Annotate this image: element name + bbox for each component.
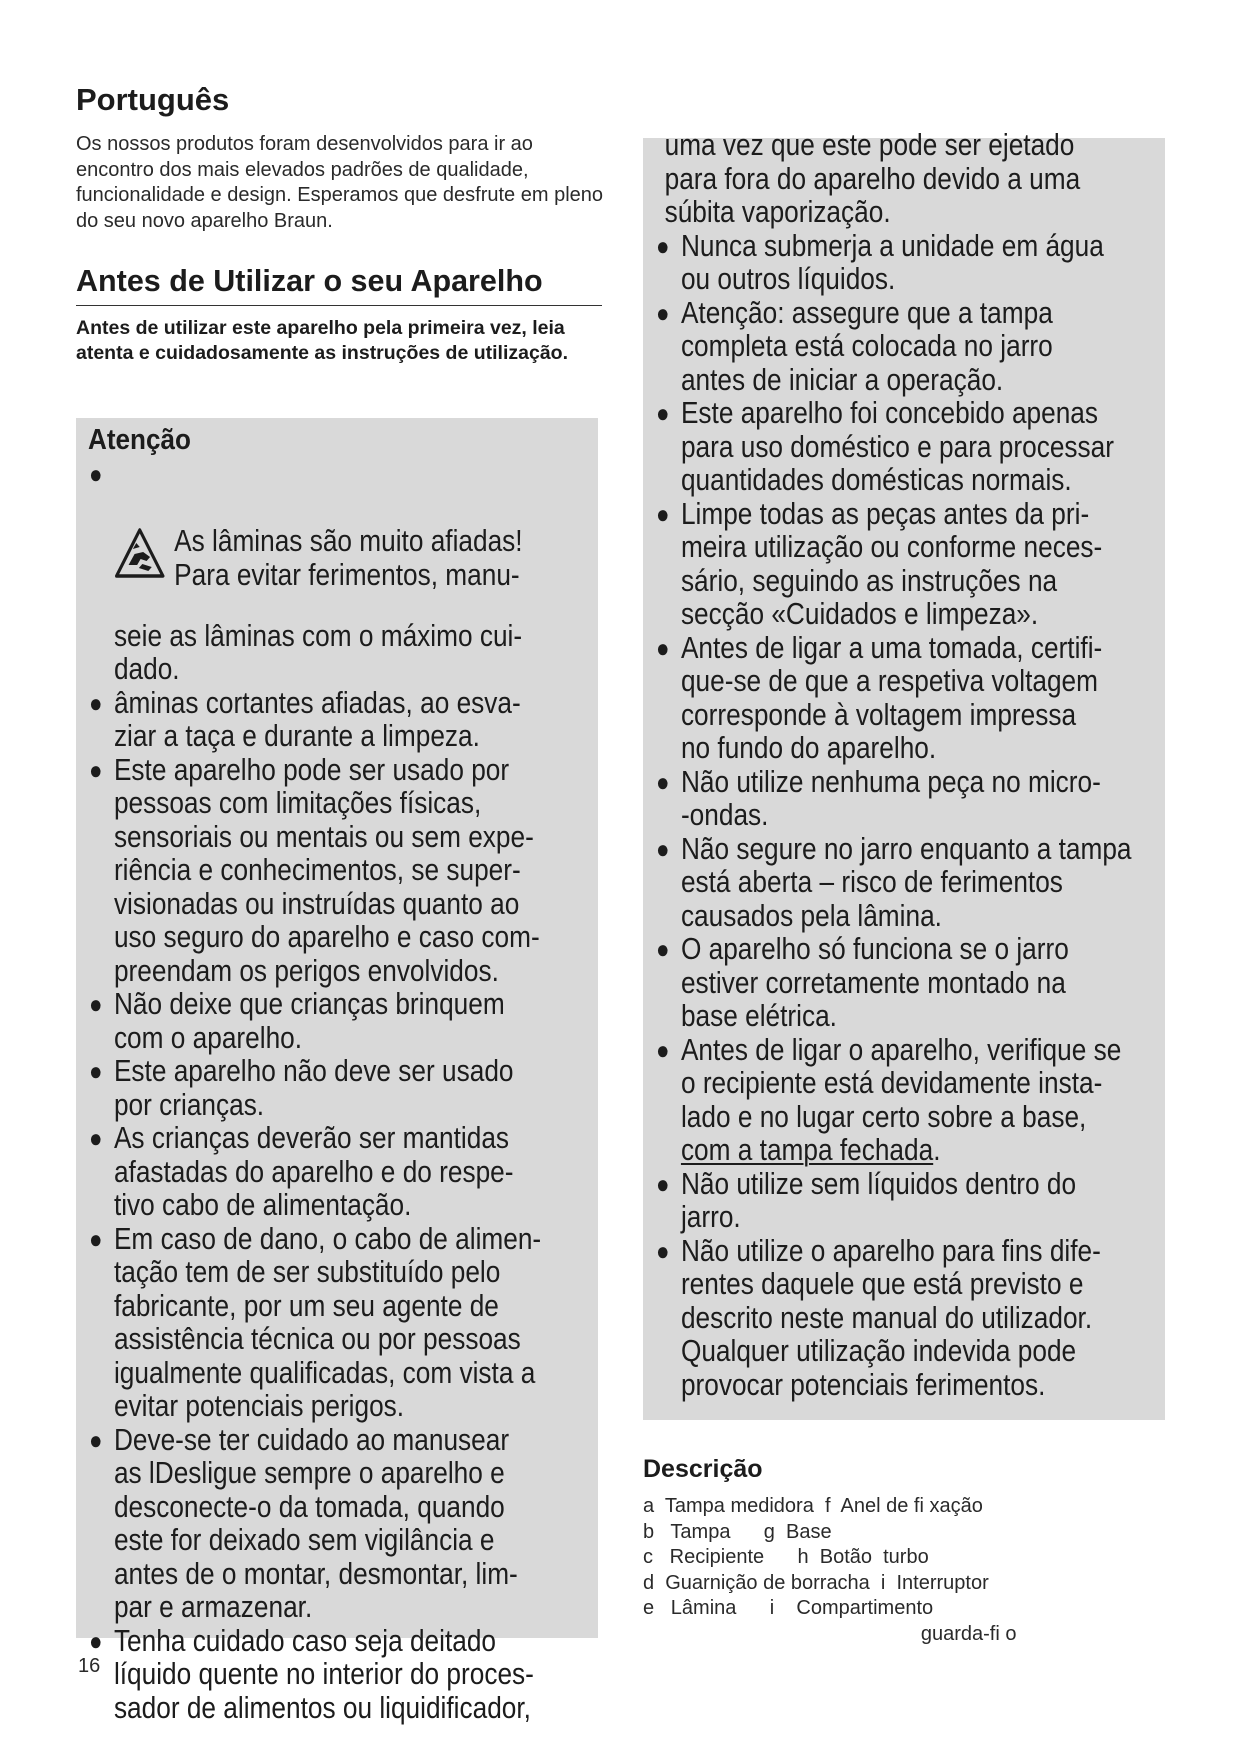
bullet-icon: ●	[89, 1223, 103, 1254]
list-item-text: Antes de ligar o aparelho, verifique se o recipiente está devidamente insta- lado e no lugar certo sobre a base,	[680, 1032, 1122, 1134]
bullet-icon: ●	[89, 1123, 103, 1153]
list-item-text: Antes de ligar a uma tomada, certifi- que-se de que a respetiva voltagem corresponde à voltagem impressa no fundo do aparelho.	[680, 630, 1103, 765]
bullet-icon: ●	[656, 632, 670, 663]
bullet-icon: ●	[656, 297, 670, 328]
description-line: e Lâmina i Compartimento	[643, 1597, 934, 1619]
description-line: d Guarnição de borracha i Interruptor	[643, 1571, 989, 1594]
list-item	[656, 1168, 1184, 1235]
description-list	[643, 1494, 1123, 1647]
list-item	[656, 766, 1184, 833]
list-item	[89, 1625, 596, 1726]
bullet-icon: ●	[656, 1034, 670, 1065]
hand-blade-warning-icon	[114, 527, 166, 579]
list-item-continued: seie as lâminas com o máximo cui- dado.	[113, 618, 523, 686]
description-title: Descrição	[643, 1455, 763, 1483]
warning-box-right	[643, 128, 1165, 1420]
list-item-text: Limpe todas as peças antes da pri- meira utilização ou conforme neces- sário, seguindo as instruções na secção «Cuidados e limpeza».	[680, 496, 1103, 631]
bullet-icon: ●	[656, 766, 670, 797]
list-item	[656, 498, 1184, 632]
bullet-icon: ●	[656, 230, 670, 261]
list-item	[656, 397, 1184, 498]
list-item	[89, 458, 596, 626]
list-item-text: Atenção: assegure que a tampa completa está colocada no jarro antes de iniciar a operação.	[680, 295, 1053, 397]
section-title: Antes de Utilizar o seu Aparelho	[76, 264, 602, 306]
list-item	[656, 1034, 1184, 1168]
bullet-icon: ●	[89, 1424, 103, 1455]
bullet-icon: ●	[89, 1625, 103, 1656]
bullet-icon: ●	[656, 1168, 670, 1199]
list-item-text: Este aparelho pode ser usado por pessoas com limitações físicas, sensoriais ou mentais ou sem expe- riência e conhecimentos, se super- visionadas ou instruídas quanto ao uso seguro do aparelho e caso com- preendam os perigos envolvidos.	[113, 752, 540, 988]
list-item-text: Este aparelho não deve ser usado por crianças.	[113, 1054, 514, 1122]
page-number: 16	[78, 1655, 101, 1677]
bullet-icon: ●	[89, 459, 103, 489]
list-item-text: As crianças deverão ser mantidas afastadas do aparelho e do respe- tivo cabo de alimentação.	[113, 1121, 514, 1222]
list-item-text: .	[933, 1133, 941, 1167]
bullet-icon: ●	[656, 1235, 670, 1266]
list-item-text: Deve-se ter cuidado ao manusear as lDesligue sempre o aparelho e desconecte-o da tomada, quando este for deixado sem vigilância e antes de o montar, desmontar, lim- par e armazenar.	[113, 1422, 518, 1624]
bullet-icon: ●	[656, 398, 670, 428]
list-item-text: Tenha cuidado caso seja deitado líquido quente no interior do proces- sador de alimentos ou liquidificador,	[113, 1623, 534, 1725]
bullet-icon: ●	[89, 687, 103, 718]
list-item	[89, 988, 596, 1055]
list-item-text: O aparelho só funciona se o jarro estiver corretamente montado na base elétrica.	[680, 932, 1069, 1033]
warning-first-item: As lâminas são muito afiadas! Para evitar ferimentos, manu-	[174, 524, 523, 592]
list-item-continued: uma vez que este pode ser ejetado para fora do aparelho devido a uma súbita vaporização.	[664, 128, 1081, 229]
list-item	[89, 1223, 596, 1424]
bullet-icon: ●	[89, 1056, 103, 1086]
list-item	[656, 297, 1184, 398]
list-item-text: Este aparelho foi concebido apenas para uso doméstico e para processar quantidades domésticas normais.	[680, 396, 1114, 497]
description-line: c Recipiente h Botão turbo	[643, 1546, 929, 1568]
list-item	[656, 833, 1184, 934]
list-item-text: Nunca submerja a unidade em água ou outros líquidos.	[680, 228, 1104, 296]
list-item-text: Não utilize nenhuma peça no micro- -ondas.	[680, 764, 1101, 832]
page-title: Português	[76, 82, 230, 117]
bullet-icon: ●	[656, 934, 670, 964]
list-item	[656, 933, 1184, 1034]
bullet-icon: ●	[89, 989, 103, 1019]
intro-paragraph: Os nossos produtos foram desenvolvidos para ir ao encontro dos mais elevados padrões de qualidade, funcionalidade e design. Esperamos que desfrute em pleno do seu novo aparelho Braun.	[76, 133, 604, 232]
section-intro: Antes de utilizar este aparelho pela primeira vez, leia atenta e cuidadosamente as instruções de utilização.	[76, 317, 568, 364]
list-item-text: Não segure no jarro enquanto a tampa está aberta – risco de ferimentos causados pela lâmina.	[680, 831, 1132, 933]
list-item	[89, 1122, 596, 1223]
list-item-text: Em caso de dano, o cabo de alimen- tação tem de ser substituído pelo fabricante, por um seu agente de assistência técnica ou por pessoas igualmente qualificadas, com vista a evitar potenciais perigos.	[113, 1221, 542, 1423]
list-item-text: âminas cortantes afiadas, ao esva- ziar a taça e durante a limpeza.	[113, 685, 521, 753]
bullet-icon: ●	[89, 754, 103, 785]
list-item	[89, 687, 596, 754]
list-item	[656, 632, 1184, 766]
description-line: a Tampa medidora f Anel de fi xação	[643, 1495, 983, 1517]
description-line: guarda-fi o	[643, 1622, 1017, 1645]
list-item	[89, 1055, 596, 1122]
list-item	[89, 754, 596, 989]
warning-list-left	[89, 458, 649, 1725]
bullet-icon: ●	[656, 498, 670, 529]
underlined-text: com a tampa fechada	[680, 1133, 934, 1167]
list-item-text: Não deixe que crianças brinquem com o aparelho.	[113, 987, 505, 1055]
list-item-text: Não utilize sem líquidos dentro do jarro.	[680, 1166, 1077, 1234]
list-item-text: Não utilize o aparelho para fins dife- rentes daquele que está previsto e descrito neste manual do utilizador. Qualquer utilização indevida pode provocar potenciais ferimentos.	[680, 1233, 1101, 1402]
warning-title: Atenção	[88, 424, 191, 456]
list-item	[656, 230, 1184, 297]
bullet-icon: ●	[656, 833, 670, 864]
list-item	[89, 1424, 596, 1625]
list-item	[656, 1235, 1184, 1403]
warning-list-right	[656, 129, 1236, 1402]
description-line: b Tampa g Base	[643, 1520, 832, 1543]
